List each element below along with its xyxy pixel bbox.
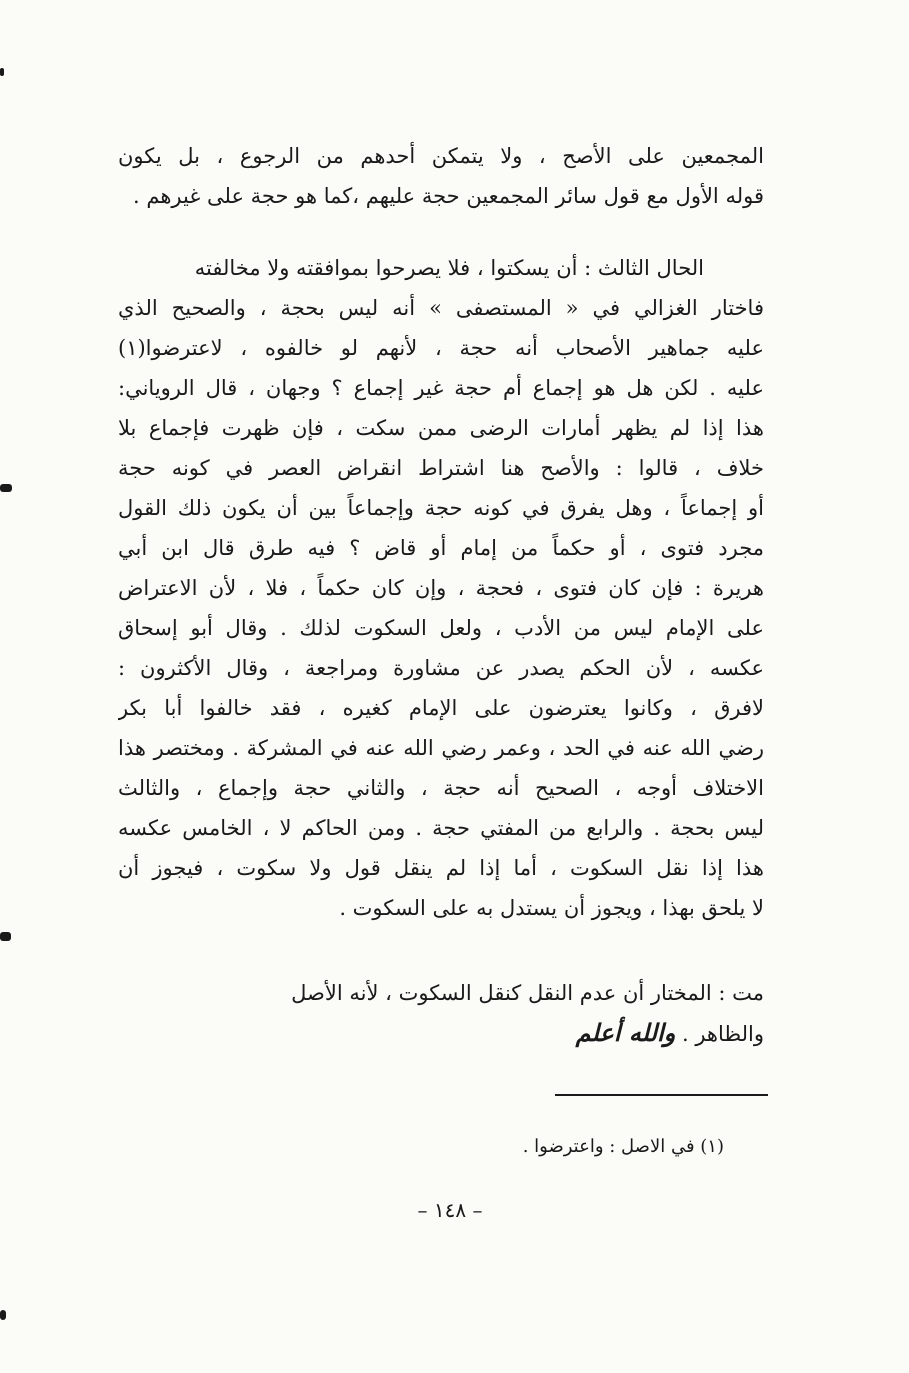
text-line: هذا إذا نقل السكوت ، أما إذا لم ينقل قول ولا سكوت ، فيجوز أن <box>118 856 764 880</box>
footnote-divider <box>555 1094 768 1096</box>
text-line: عليه . لكن هل هو إجماع أم حجة غير إجماع ؟ وجهان ، قال الروياني: <box>118 376 764 400</box>
scan-edge-mark <box>0 68 4 76</box>
text-line: المجمعين على الأصح ، ولا يتمكن أحدهم من الرجوع ، بل يكون <box>118 144 764 168</box>
text-line: ليس بحجة . والرابع من المفتي حجة . ومن الحاكم لا ، الخامس عكسه <box>118 816 764 840</box>
text-line: لا يلحق بهذا ، ويجوز أن يستدل به على السكوت . <box>339 896 764 920</box>
page-number: – ١٤٨ – <box>417 1198 483 1222</box>
scan-edge-mark <box>0 1310 6 1320</box>
text-line: خلاف ، قالوا : والأصح هنا اشتراط انقراض العصر في كونه حجة <box>118 456 764 480</box>
paragraph-2 <box>118 248 764 928</box>
footnote: (١) في الاصل : واعترضوا . <box>522 1136 724 1157</box>
text-line: فاختار الغزالي في « المستصفى » أنه ليس بحجة ، والصحيح الذي <box>118 296 764 320</box>
signoff-text: والله أعلم <box>575 1018 676 1047</box>
text-fragment: والظاهر . <box>681 1022 764 1046</box>
text-line: الحال الثالث : أن يسكتوا ، فلا يصرحوا بموافقته ولا مخالفته <box>194 256 704 280</box>
text-line: مت : المختار أن عدم النقل كنقل السكوت ، لأنه الأصل <box>291 981 764 1005</box>
text-line: أو إجماعاً ، وهل يفرق في كونه حجة وإجماعاً بين أن يكون ذلك القول <box>118 496 764 520</box>
text-line: مجرد فتوى ، أو حكماً من إمام أو قاض ؟ فيه طرق قال ابن أبي <box>118 536 764 560</box>
text-line <box>118 1013 764 1053</box>
paragraph-3 <box>118 973 764 1053</box>
text-line: هذا إذا لم يظهر أمارات الرضى ممن سكت ، فإن ظهرت فإجماع بلا <box>118 416 764 440</box>
text-line: على الإمام ليس من الأدب ، ولعل السكوت لذلك . وقال أبو إسحاق <box>118 616 764 640</box>
text-line: رضي الله عنه في الحد ، وعمر رضي الله عنه في المشركة . ومختصر هذا <box>118 736 764 760</box>
text-line: عليه جماهير الأصحاب أنه حجة ، لأنهم لو خالفوه ، لاعترضوا(١) <box>118 336 764 360</box>
text-line: الاختلاف أوجه ، الصحيح أنه حجة ، والثاني حجة وإجماع ، والثالث <box>118 776 764 800</box>
paragraph-1 <box>118 136 764 216</box>
scan-edge-mark <box>0 484 12 492</box>
text-line: هريرة : فإن كان فتوى ، فحجة ، وإن كان حكماً ، فلا ، لأن الاعتراض <box>118 576 764 600</box>
text-line: لافرق ، وكانوا يعترضون على الإمام كغيره ، فقد خالفوا أبا بكر <box>118 696 764 720</box>
text-line: قوله الأول مع قول سائر المجمعين حجة عليهم ،كما هو حجة على غيرهم . <box>133 184 764 208</box>
scan-edge-mark <box>0 932 11 941</box>
text-line: عكسه ، لأن الحكم يصدر عن مشاورة ومراجعة ، وقال الأكثرون : <box>118 656 764 680</box>
